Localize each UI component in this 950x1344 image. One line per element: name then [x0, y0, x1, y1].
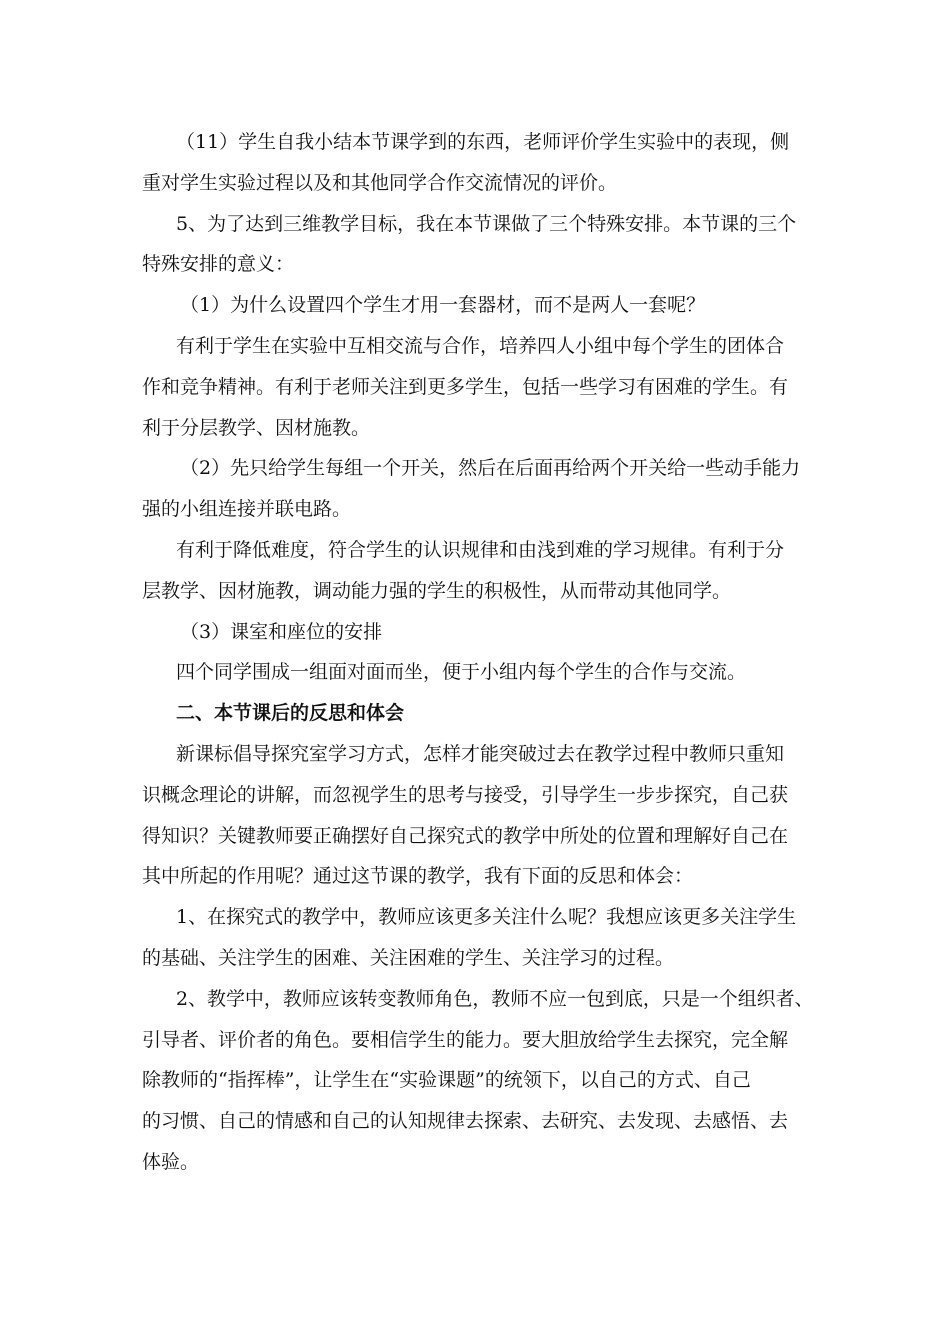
paragraph-line: 其中所起的作用呢？通过这节课的教学，我有下面的反思和体会：	[142, 865, 694, 888]
paragraph-line: 得知识？关键教师要正确摆好自己探究式的教学中所处的位置和理解好自己在	[142, 824, 789, 847]
paragraph-line: 1、在探究式的教学中，教师应该更多关注什么呢？我想应该更多关注学生	[176, 906, 797, 929]
paragraph-line: 层教学、因材施教，调动能力强的学生的积极性，从而带动其他同学。	[142, 579, 732, 602]
paragraph-line: 有利于学生在实验中互相交流与合作，培养四人小组中每个学生的团体合	[176, 334, 785, 357]
paragraph-line: 四个同学围成一组面对面而坐，便于小组内每个学生的合作与交流。	[176, 661, 747, 684]
paragraph-line: （1）为什么设置四个学生才用一套器材，而不是两人一套呢？	[180, 294, 706, 317]
paragraph-line: 的基础、关注学生的困难、关注困难的学生、关注学习的过程。	[142, 946, 675, 969]
paragraph-line: 识概念理论的讲解，而忽视学生的思考与接受，引导学生一步步探究，自己获	[142, 783, 789, 806]
paragraph-line: 5、为了达到三维教学目标，我在本节课做了三个特殊安排。本节课的三个	[176, 212, 797, 235]
paragraph-line: （2）先只给学生每组一个开关，然后在后面再给两个开关给一些动手能力	[180, 457, 801, 480]
document-body	[142, 122, 814, 1183]
paragraph-line: 利于分层教学、因材施教。	[142, 416, 371, 439]
paragraph-line: 有利于降低难度，符合学生的认识规律和由浅到难的学习规律。有利于分	[176, 538, 785, 561]
section-heading: 二、本节课后的反思和体会	[176, 702, 405, 725]
paragraph-line: 的习惯、自己的情感和自己的认知规律去探索、去研究、去发现、去感悟、去	[142, 1110, 789, 1133]
paragraph-line: 2、教学中，教师应该转变教师角色，教师不应一包到底，只是一个组织者、	[176, 987, 814, 1010]
paragraph-line: 作和竞争精神。有利于老师关注到更多学生，包括一些学习有困难的学生。有	[142, 375, 789, 398]
paragraph-line: 强的小组连接并联电路。	[142, 498, 352, 521]
paragraph-line: 除教师的“指挥棒”，让学生在“实验课题”的统领下，以自己的方式、自己	[142, 1069, 751, 1092]
paragraph-line: 新课标倡导探究室学习方式，怎样才能突破过去在教学过程中教师只重知	[176, 742, 785, 765]
paragraph-line: 引导者、评价者的角色。要相信学生的能力。要大胆放给学生去探究，完全解	[142, 1028, 789, 1051]
paragraph-line: 特殊安排的意义：	[142, 253, 295, 276]
paragraph-line: 重对学生实验过程以及和其他同学合作交流情况的评价。	[142, 171, 618, 194]
paragraph-line: （11）学生自我小结本节课学到的东西，老师评价学生实验中的表现，侧	[176, 131, 790, 153]
paragraph-line: 体验。	[142, 1150, 200, 1173]
paragraph-line: （3）课室和座位的安排	[180, 620, 383, 643]
